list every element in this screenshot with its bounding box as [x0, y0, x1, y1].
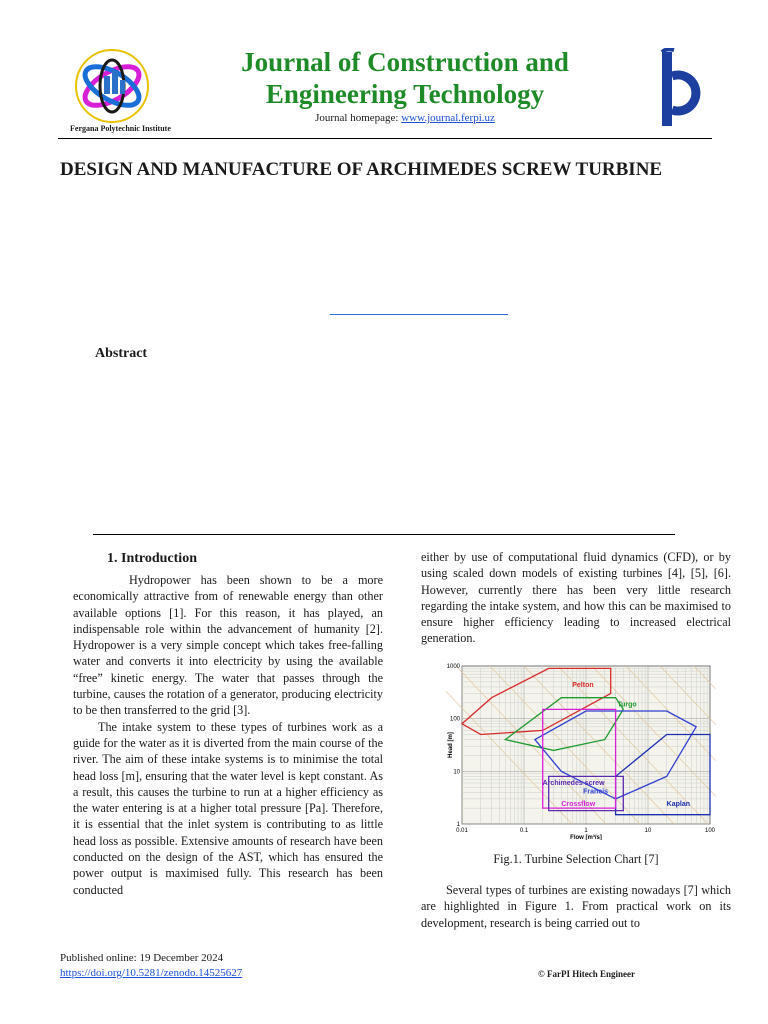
abstract-heading: Abstract: [95, 346, 148, 361]
turbine-selection-chart: [446, 660, 716, 840]
paragraph-2: The intake system to these types of turbines work as a guide for the water as it is diverted from the main course of the river. The aim of these intake systems is to minimise the total head loss [m], ensuring that the water level is kept constant. As a result, this causes the turbine to run at a higher efficiency as the water entering is at a higher total pressure [Pa]. Therefore, it is essential that the inlet system is contributing to as little head loss as possible. Extensive amounts of research have been conducted on the design of the AST, which has ensured the power output is maximised fully. This research has been conducted: [73, 719, 383, 897]
y-tick-label: 10: [453, 769, 460, 776]
journal-title-line2: Engineering Technology: [265, 79, 545, 109]
series-label: Kaplan: [666, 800, 691, 808]
abstract-divider: [93, 534, 675, 535]
series-label: Archimedes screw: [542, 780, 605, 788]
series-label: Turgo: [617, 701, 637, 709]
paragraph-3: either by use of computational fluid dynamics (CFD), or by using scaled down models of existing turbines [4], [5], [6]. However, currently there has been very little research regarding the intake system, and how this can be maximised to ensure higher efficiency leading to increased electrical generation.: [421, 550, 731, 646]
section-heading: 1. Introduction: [107, 551, 197, 566]
doi-link[interactable]: https://doi.org/10.5281/zenodo.14525627: [60, 967, 243, 979]
published-date: Published online: 19 December 2024: [60, 952, 224, 964]
figure-caption: Fig.1. Turbine Selection Chart [7]: [493, 852, 659, 866]
journal-title: [170, 46, 640, 110]
homepage-prefix: Journal homepage:: [315, 112, 402, 124]
y-tick-label: 1000: [446, 664, 460, 670]
fp-logo-icon: [656, 48, 708, 128]
x-tick-label: 0.01: [456, 828, 468, 834]
x-tick-label: 10: [644, 828, 652, 834]
journal-title-line1: Journal of Construction and: [241, 47, 569, 77]
series-label: Crossflow: [561, 800, 596, 808]
x-tick-label: 1: [584, 828, 588, 834]
homepage-link[interactable]: www.journal.ferpi.uz: [401, 112, 495, 124]
y-axis-label: Head [m]: [448, 732, 454, 758]
author-divider: [330, 314, 508, 315]
paper-title: DESIGN AND MANUFACTURE OF ARCHIMEDES SCREW TURBINE: [60, 159, 663, 180]
header-divider: [58, 138, 712, 139]
right-column-top: [421, 549, 731, 647]
series-label: Francis: [583, 788, 609, 796]
x-axis-label: Flow [m³/s]: [570, 835, 602, 840]
x-tick-label: 100: [704, 828, 716, 834]
left-column: [73, 550, 383, 898]
y-tick-label: 100: [449, 716, 460, 723]
copyright-notice: © FarPI Hitech Engineer: [538, 969, 635, 979]
paragraph-1: Hydropower has been shown to be a more economically attractive from of renewable energy than other available options [1]. For this reason, it has played, an indispensable role within the advancement of humanity [2]. Hydropower is a very simple concept which takes free-falling water and converts it into electricity by using the available “free” kinetic energy. The water that passes through the turbine, causes the rotation of a generator, producing electricity to be then transferred to the grid [3].: [73, 573, 383, 718]
right-column-bottom: [421, 882, 731, 931]
journal-homepage: [170, 112, 640, 124]
chart-svg: [446, 660, 716, 840]
y-tick-label: 1: [456, 822, 460, 828]
left-logo-caption: Fergana Polytechnic Institute: [70, 124, 171, 133]
journal-logo-left: [62, 42, 171, 138]
x-tick-label: 0.1: [519, 828, 529, 834]
paragraph-4: Several types of turbines are existing nowadays [7] which are highlighted in Figure 1. From practical work on its development, research is being carried out to: [421, 883, 731, 930]
series-label: Pelton: [572, 681, 594, 689]
